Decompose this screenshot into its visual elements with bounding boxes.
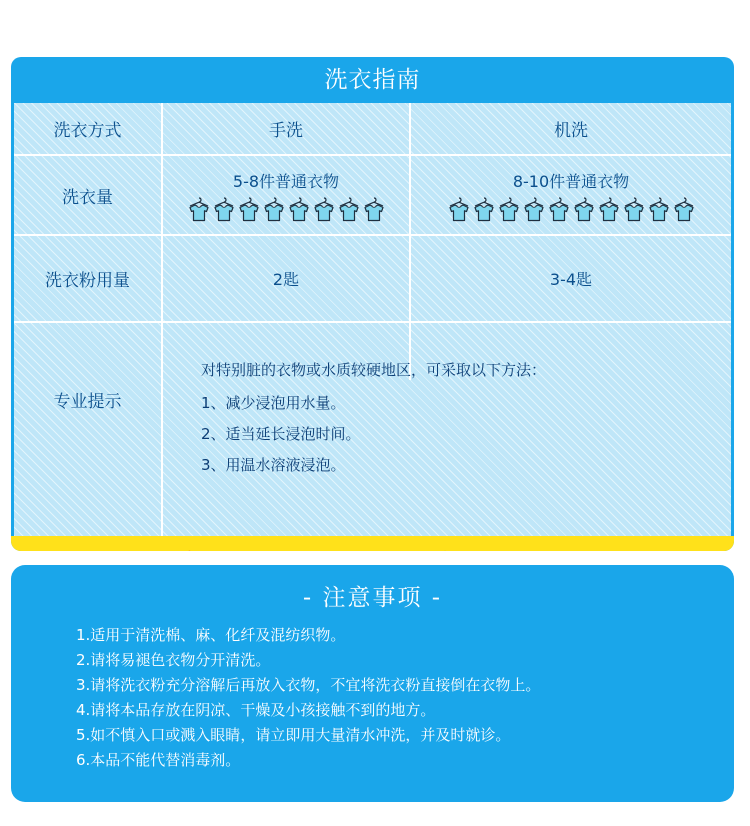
amount-machine-text: 8-10件普通衣物 xyxy=(512,171,630,191)
shirt-hanger-icon xyxy=(573,196,595,222)
powder-hand-value: 2匙 xyxy=(272,270,300,289)
warm-tip-text xyxy=(268,550,583,551)
shirt-hanger-icon xyxy=(598,196,620,222)
note-item: 2.请将易褪色衣物分开清洗。 xyxy=(76,651,271,669)
shirt-row-hand xyxy=(188,196,385,222)
note-item: 3.请将洗衣粉充分溶解后再放入衣物，不宜将洗衣粉直接倒在衣物上。 xyxy=(76,676,541,694)
warm-tip-banner xyxy=(11,536,734,551)
shirt-hanger-icon xyxy=(673,196,695,222)
shirt-hanger-icon xyxy=(188,196,210,222)
note-item: 6.本品不能代替消毒剂。 xyxy=(76,751,241,769)
header-machine-wash: 机洗 xyxy=(554,121,588,141)
shirt-hanger-icon xyxy=(213,196,235,222)
tips-item: 3、用温水溶液浸泡。 xyxy=(201,456,346,474)
tips-item: 2、适当延长浸泡时间。 xyxy=(201,425,361,443)
shirt-hanger-icon xyxy=(338,196,360,222)
shirt-hanger-icon xyxy=(623,196,645,222)
notes-card xyxy=(11,565,734,802)
shirt-hanger-icon xyxy=(238,196,260,222)
shirt-hanger-icon xyxy=(523,196,545,222)
warm-tip-lead xyxy=(163,550,268,551)
warm-tip-line xyxy=(11,546,734,551)
amount-machine-cell xyxy=(411,156,731,234)
note-item: 5.如不慎入口或溅入眼睛，请立即用大量清水冲洗，并及时就诊。 xyxy=(76,726,511,744)
tips-item: 1、减少浸泡用水量。 xyxy=(201,394,346,412)
tips-label: 专业提示 xyxy=(53,392,122,412)
note-item: 1.适用于清洗棉、麻、化纤及混纺织物。 xyxy=(76,626,346,644)
shirt-hanger-icon xyxy=(363,196,385,222)
notes-list xyxy=(76,623,540,773)
shirt-hanger-icon xyxy=(648,196,670,222)
shirt-hanger-icon xyxy=(288,196,310,222)
shirt-hanger-icon xyxy=(498,196,520,222)
amount-hand-text: 5-8件普通衣物 xyxy=(232,171,340,191)
notes-title: - 注意事项 - xyxy=(302,585,443,611)
shirt-hanger-icon xyxy=(548,196,570,222)
tips-content xyxy=(201,355,546,481)
shirt-hanger-icon xyxy=(473,196,495,222)
tips-intro: 对特别脏的衣物或水质较硬地区，可采取以下方法： xyxy=(201,361,547,379)
header-hand-wash: 手洗 xyxy=(269,121,303,141)
guide-title: 洗衣指南 xyxy=(324,67,421,93)
shirt-hanger-icon xyxy=(448,196,470,222)
header-method-label: 洗衣方式 xyxy=(53,121,122,141)
powder-label: 洗衣粉用量 xyxy=(45,271,130,291)
laundry-guide-card xyxy=(11,57,734,551)
shirt-hanger-icon xyxy=(263,196,285,222)
amount-label: 洗衣量 xyxy=(62,187,113,208)
shirt-hanger-icon xyxy=(313,196,335,222)
note-item: 4.请将本品存放在阴凉、干燥及小孩接触不到的地方。 xyxy=(76,701,436,719)
powder-machine-value: 3-4匙 xyxy=(549,270,593,289)
shirt-row-machine xyxy=(448,196,695,222)
amount-hand-cell xyxy=(163,156,409,234)
